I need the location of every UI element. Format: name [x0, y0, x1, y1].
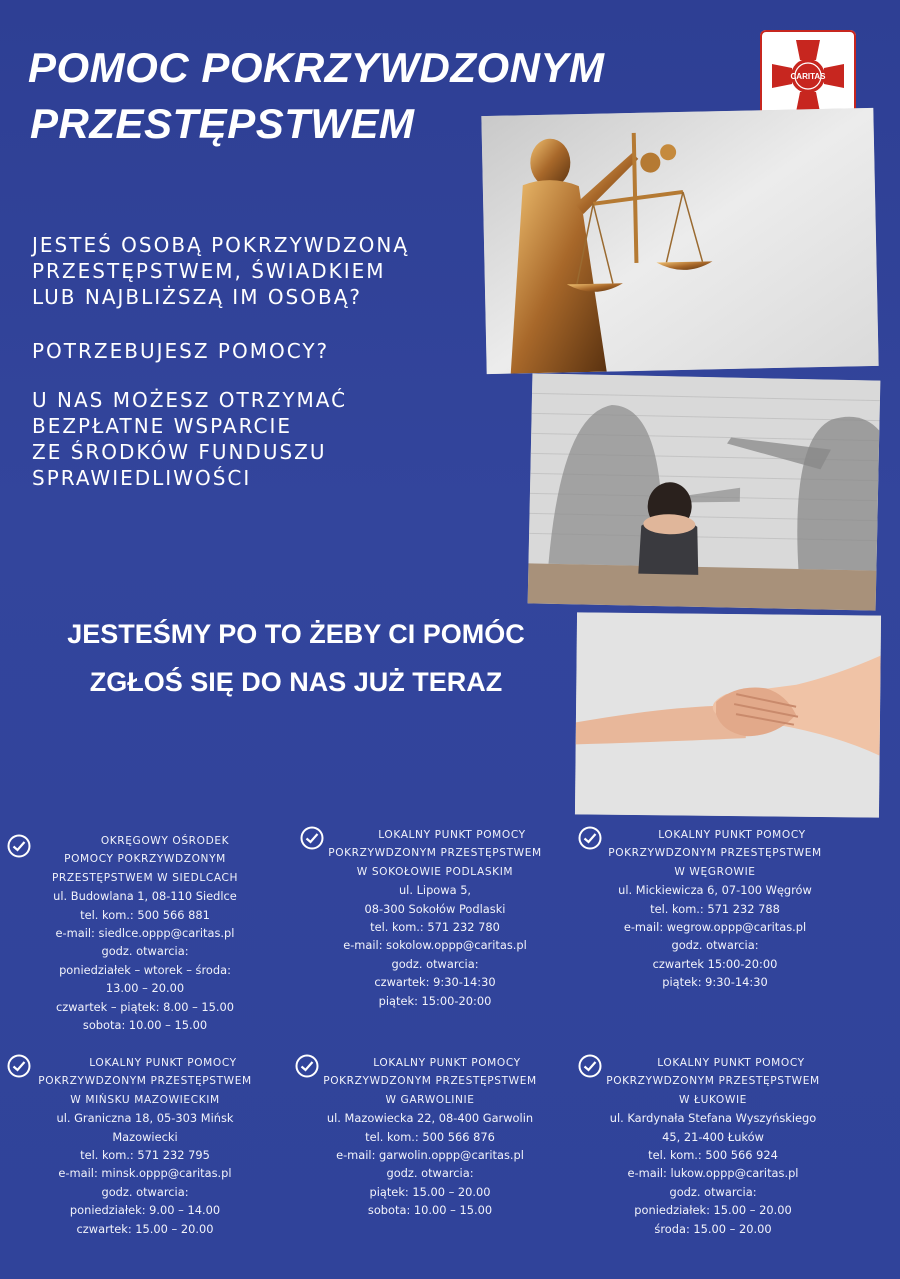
- office-phone: tel. kom.: 571 232 788: [650, 901, 780, 916]
- question-line: LUB NAJBLIŻSZĄ IM OSOBĄ?: [32, 285, 363, 309]
- office-address: ul. Lipowa 5,: [398, 883, 472, 898]
- office-email: e-mail: garwolin.oppp@caritas.pl: [336, 1148, 524, 1163]
- caritas-cross-icon: [770, 38, 846, 114]
- question-line: PRZESTĘPSTWEM, ŚWIADKIEM: [32, 259, 386, 283]
- office-header-line: LOKALNY PUNKT POMOCY: [658, 829, 806, 841]
- office-hours: piątek: 9:30-14:30: [662, 975, 768, 990]
- office-hours: czwartek – piątek: 8.00 – 15.00: [55, 999, 235, 1014]
- title-line-1: POMOC POKRZYWDZONYM: [28, 44, 605, 91]
- office-hours: środa: 15.00 – 20.00: [654, 1221, 772, 1236]
- office-address: ul. Graniczna 18, 05-303 Mińsk: [56, 1111, 234, 1126]
- check-circle-icon: [7, 1054, 31, 1078]
- office-header-line: POMOCY POKRZYWDZONYM: [64, 853, 226, 866]
- slogan-line-1: JESTEŚMY PO TO ŻEBY CI POMÓC: [67, 619, 525, 649]
- office-header-line: PRZESTĘPSTWEM W SIEDLCACH: [51, 871, 239, 884]
- office-address: ul. Budowlana 1, 08-110 Siedlce: [53, 889, 237, 904]
- office-hours: piątek: 15:00-20:00: [378, 993, 492, 1008]
- office-header-line: OKRĘGOWY OŚRODEK: [100, 835, 230, 847]
- office-sokolow: [300, 826, 570, 1010]
- office-address: Mazowiecki: [112, 1129, 178, 1144]
- office-phone: tel. kom.: 571 232 780: [370, 920, 500, 935]
- office-hours-label: godz. otwarcia:: [386, 1166, 474, 1181]
- office-hours-label: godz. otwarcia:: [101, 1184, 189, 1199]
- office-address: ul. Mickiewicza 6, 07-100 Węgrów: [618, 883, 812, 898]
- check-circle-icon: [295, 1054, 319, 1078]
- office-email: e-mail: sokolow.oppp@caritas.pl: [343, 938, 527, 953]
- office-email: e-mail: minsk.oppp@caritas.pl: [58, 1166, 232, 1181]
- question-victim: [32, 232, 409, 310]
- statement-line: ZE ŚRODKÓW FUNDUSZU: [32, 440, 327, 464]
- office-address: ul. Kardynała Stefana Wyszyńskiego: [609, 1111, 817, 1126]
- office-hours-label: godz. otwarcia:: [671, 938, 759, 953]
- check-circle-icon: [578, 826, 602, 850]
- free-support-statement: [32, 387, 347, 491]
- office-header-line: POKRZYWDZONYM PRZESTĘPSTWEM: [38, 1075, 252, 1088]
- slogan-line-2: ZGŁOŚ SIĘ DO NAS JUŻ TERAZ: [89, 667, 503, 697]
- office-phone: tel. kom.: 571 232 795: [80, 1148, 210, 1163]
- office-header-line: W SOKOŁOWIE PODLASKIM: [356, 865, 514, 878]
- helping-hands-photo: [575, 612, 881, 817]
- check-circle-icon: [7, 834, 31, 858]
- office-hours-label: godz. otwarcia:: [101, 944, 189, 959]
- office-lukow: [578, 1054, 848, 1238]
- office-hours: piątek: 15.00 – 20.00: [369, 1184, 491, 1199]
- office-hours: czwartek: 9:30-14:30: [374, 975, 496, 990]
- question-need-help: [32, 338, 329, 364]
- question-line: POTRZEBUJESZ POMOCY?: [32, 339, 330, 363]
- office-header-line: POKRZYWDZONYM PRZESTĘPSTWEM: [328, 847, 542, 860]
- office-email: e-mail: siedlce.oppp@caritas.pl: [55, 926, 235, 941]
- office-header-line: W MIŃSKU MAZOWIECKIM: [70, 1093, 220, 1106]
- check-circle-icon: [300, 826, 324, 850]
- office-header-line: POKRZYWDZONYM PRZESTĘPSTWEM: [606, 1075, 820, 1088]
- office-hours: sobota: 10.00 – 15.00: [367, 1203, 493, 1218]
- office-header-line: W ŁUKOWIE: [679, 1093, 747, 1106]
- office-phone: tel. kom.: 500 566 924: [648, 1148, 778, 1163]
- office-address: 08-300 Sokołów Podlaski: [364, 901, 506, 916]
- office-email: e-mail: wegrow.oppp@caritas.pl: [623, 920, 807, 935]
- office-siedlce: [10, 832, 280, 1034]
- office-hours: sobota: 10.00 – 15.00: [82, 1018, 208, 1033]
- justice-statue-photo: [481, 108, 878, 374]
- office-wegrow: [580, 826, 850, 992]
- office-hours-label: godz. otwarcia:: [669, 1184, 757, 1199]
- office-hours: poniedziałek: 15.00 – 20.00: [634, 1203, 792, 1218]
- title-line-2: PRZESTĘPSTWEM: [30, 100, 415, 147]
- check-circle-icon: [578, 1054, 602, 1078]
- office-minsk: [10, 1054, 280, 1238]
- office-header-line: LOKALNY PUNKT POMOCY: [657, 1057, 805, 1069]
- statement-line: U NAS MOŻESZ OTRZYMAĆ: [32, 388, 348, 412]
- office-header-line: LOKALNY PUNKT POMOCY: [89, 1057, 237, 1069]
- office-phone: tel. kom.: 500 566 881: [80, 907, 210, 922]
- logo-cross-text: CARITAS: [790, 72, 826, 81]
- question-line: JESTEŚ OSOBĄ POKRZYWDZONĄ: [32, 233, 410, 257]
- office-header-line: POKRZYWDZONYM PRZESTĘPSTWEM: [323, 1075, 537, 1088]
- office-hours-label: godz. otwarcia:: [391, 956, 479, 971]
- office-hours: poniedziałek: 9.00 – 14.00: [69, 1203, 221, 1218]
- office-header-line: LOKALNY PUNKT POMOCY: [373, 1057, 521, 1069]
- office-header-line: W WĘGROWIE: [674, 865, 756, 878]
- office-hours: 13.00 – 20.00: [105, 981, 185, 996]
- office-header-line: W GARWOLINIE: [385, 1093, 475, 1106]
- office-email: e-mail: lukow.oppp@caritas.pl: [627, 1166, 799, 1181]
- domestic-violence-photo: [528, 373, 881, 610]
- office-header-line: LOKALNY PUNKT POMOCY: [378, 829, 526, 841]
- office-address: ul. Mazowiecka 22, 08-400 Garwolin: [326, 1111, 534, 1126]
- office-address: 45, 21-400 Łuków: [662, 1129, 764, 1144]
- office-hours: czwartek 15:00-20:00: [652, 956, 778, 971]
- office-hours: czwartek: 15.00 – 20.00: [76, 1221, 214, 1236]
- office-phone: tel. kom.: 500 566 876: [365, 1129, 495, 1144]
- office-hours: poniedziałek – wtorek – środa:: [59, 962, 231, 977]
- office-garwolin: [295, 1054, 565, 1220]
- statement-line: SPRAWIEDLIWOŚCI: [32, 466, 252, 490]
- office-header-line: POKRZYWDZONYM PRZESTĘPSTWEM: [608, 847, 822, 860]
- statement-line: BEZPŁATNE WSPARCIE: [32, 414, 292, 438]
